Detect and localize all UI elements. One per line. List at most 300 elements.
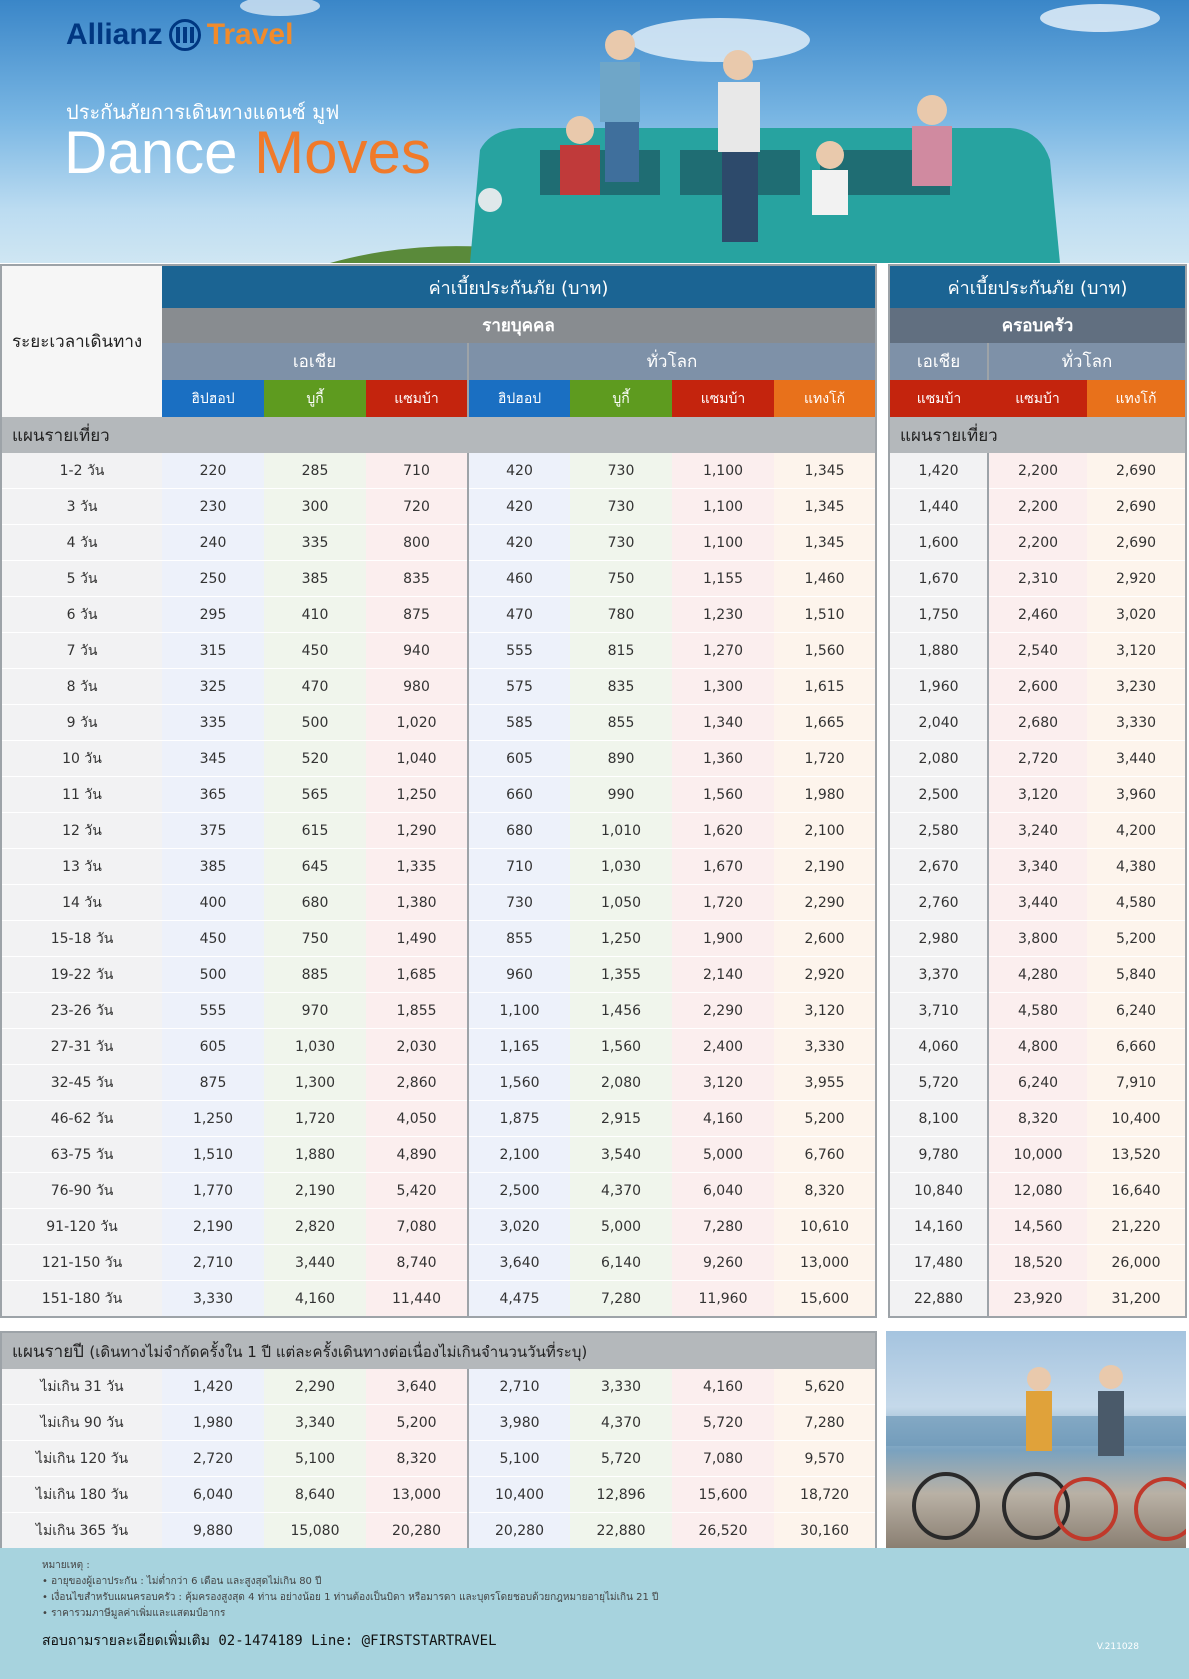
premium-cell: 1,620 <box>672 813 774 849</box>
premium-cell: 1,050 <box>570 885 672 921</box>
premium-cell: 2,140 <box>672 957 774 993</box>
family-premium-cell: 3,330 <box>1087 705 1186 741</box>
premium-cell: 555 <box>468 633 570 669</box>
trip-plan-section: แผนรายเที่ยว <box>1 417 876 453</box>
individual-header: รายบุคคล <box>162 308 876 343</box>
cyclists-photo <box>886 1331 1186 1548</box>
family-premium-cell: 10,840 <box>889 1173 988 1209</box>
family-plan-samba-world: แซมบ้า <box>988 380 1087 417</box>
premium-cell: 750 <box>264 921 366 957</box>
allianz-eagle-icon <box>169 19 201 51</box>
premium-cell: 4,050 <box>366 1101 468 1137</box>
family-premium-cell: 3,440 <box>1087 741 1186 777</box>
premium-cell: 3,120 <box>672 1065 774 1101</box>
family-premium-cell: 7,910 <box>1087 1065 1186 1101</box>
table-row <box>889 741 1186 777</box>
table-row <box>889 1209 1186 1245</box>
premium-cell: 730 <box>570 453 672 489</box>
product-subtitle: ประกันภัยการเดินทางแดนซ์ มูฟ <box>66 100 340 124</box>
family-premium-cell: 2,980 <box>889 921 988 957</box>
premium-cell: 3,955 <box>774 1065 876 1101</box>
period-cell: 6 วัน <box>1 597 162 633</box>
premium-cell: 7,280 <box>570 1281 672 1318</box>
period-cell: 15-18 วัน <box>1 921 162 957</box>
premium-cell: 1,720 <box>672 885 774 921</box>
table-row <box>1 561 876 597</box>
premium-cell: 2,190 <box>264 1173 366 1209</box>
premium-cell: 1,510 <box>774 597 876 633</box>
premium-cell: 2,100 <box>774 813 876 849</box>
premium-cell: 885 <box>264 957 366 993</box>
family-premium-cell: 2,080 <box>889 741 988 777</box>
family-premium-cell: 8,100 <box>889 1101 988 1137</box>
premium-cell: 1,010 <box>570 813 672 849</box>
premium-cell: 605 <box>468 741 570 777</box>
family-region-world: ทั่วโลก <box>988 343 1186 380</box>
premium-cell: 1,360 <box>672 741 774 777</box>
premium-cell: 420 <box>468 489 570 525</box>
family-premium-cell: 14,160 <box>889 1209 988 1245</box>
table-row <box>1 993 876 1029</box>
premium-cell: 20,280 <box>468 1513 570 1550</box>
premium-cell: 855 <box>570 705 672 741</box>
premium-cell: 1,340 <box>672 705 774 741</box>
family-premium-cell: 4,800 <box>988 1029 1087 1065</box>
premium-cell: 12,896 <box>570 1477 672 1513</box>
premium-cell: 2,030 <box>366 1029 468 1065</box>
premium-cell: 730 <box>570 489 672 525</box>
premium-cell: 1,380 <box>366 885 468 921</box>
cyclists-illustration <box>886 1331 1186 1548</box>
premium-cell: 1,880 <box>264 1137 366 1173</box>
premium-cell: 1,165 <box>468 1029 570 1065</box>
period-cell: 8 วัน <box>1 669 162 705</box>
table-row <box>1 777 876 813</box>
note-item: • ราคารวมภาษีมูลค่าเพิ่มและแสตมป์อากร <box>42 1608 226 1619</box>
plan-hiphop-asia: ฮิปฮอป <box>162 380 264 417</box>
premium-cell: 4,370 <box>570 1405 672 1441</box>
table-row <box>1 597 876 633</box>
premium-cell: 1,720 <box>774 741 876 777</box>
premium-cell: 240 <box>162 525 264 561</box>
premium-cell: 1,490 <box>366 921 468 957</box>
version-label: V.211028 <box>1096 1642 1139 1652</box>
premium-cell: 4,475 <box>468 1281 570 1318</box>
premium-cell: 3,020 <box>468 1209 570 1245</box>
table-row <box>1 1441 876 1477</box>
premium-cell: 1,345 <box>774 489 876 525</box>
premium-cell: 375 <box>162 813 264 849</box>
family-premium-cell: 2,200 <box>988 489 1087 525</box>
premium-cell: 2,600 <box>774 921 876 957</box>
premium-cell: 470 <box>468 597 570 633</box>
premium-cell: 1,020 <box>366 705 468 741</box>
premium-cell: 15,600 <box>774 1281 876 1318</box>
period-cell: 1-2 วัน <box>1 453 162 489</box>
plan-boogie-asia: บูกี้ <box>264 380 366 417</box>
period-cell: 3 วัน <box>1 489 162 525</box>
premium-cell: 20,280 <box>366 1513 468 1550</box>
table-row <box>889 1173 1186 1209</box>
premium-cell: 10,400 <box>468 1477 570 1513</box>
family-premium-cell: 3,120 <box>988 777 1087 813</box>
table-row <box>1 705 876 741</box>
family-premium-cell: 2,690 <box>1087 489 1186 525</box>
family-premium-cell: 14,560 <box>988 1209 1087 1245</box>
premium-cell: 875 <box>162 1065 264 1101</box>
premium-cell: 15,600 <box>672 1477 774 1513</box>
table-row <box>1 1477 876 1513</box>
table-row <box>1 741 876 777</box>
premium-cell: 285 <box>264 453 366 489</box>
premium-cell: 5,720 <box>672 1405 774 1441</box>
family-premium-cell: 23,920 <box>988 1281 1087 1318</box>
period-cell: ไม่เกิน 180 วัน <box>1 1477 162 1513</box>
premium-cell: 1,250 <box>366 777 468 813</box>
premium-cell: 1,100 <box>672 453 774 489</box>
premium-cell: 1,980 <box>774 777 876 813</box>
family-region-asia: เอเชีย <box>889 343 988 380</box>
premium-cell: 5,720 <box>570 1441 672 1477</box>
notes-title: หมายเหตุ : <box>42 1560 90 1571</box>
premium-cell: 3,540 <box>570 1137 672 1173</box>
family-premium-cell: 3,120 <box>1087 633 1186 669</box>
family-premium-cell: 2,720 <box>988 741 1087 777</box>
premium-cell: 990 <box>570 777 672 813</box>
family-premium-cell: 4,580 <box>1087 885 1186 921</box>
premium-cell: 5,000 <box>570 1209 672 1245</box>
table-row <box>889 921 1186 957</box>
family-premium-cell: 17,480 <box>889 1245 988 1281</box>
table-row <box>1 1065 876 1101</box>
family-premium-cell: 2,310 <box>988 561 1087 597</box>
premium-cell: 520 <box>264 741 366 777</box>
period-cell: ไม่เกิน 90 วัน <box>1 1405 162 1441</box>
premium-cell: 3,330 <box>570 1369 672 1405</box>
period-cell: 9 วัน <box>1 705 162 741</box>
premium-cell: 2,080 <box>570 1065 672 1101</box>
table-row <box>1 453 876 489</box>
premium-cell: 875 <box>366 597 468 633</box>
premium-cell: 22,880 <box>570 1513 672 1550</box>
family-premium-cell: 1,420 <box>889 453 988 489</box>
premium-cell: 1,270 <box>672 633 774 669</box>
contact-info: สอบถามรายละเอียดเพิ่มเติม 02-1474189 Line: @FIRSTSTARTRAVEL <box>42 1633 497 1649</box>
premium-cell: 450 <box>162 921 264 957</box>
premium-cell: 3,440 <box>264 1245 366 1281</box>
premium-cell: 6,760 <box>774 1137 876 1173</box>
premium-cell: 420 <box>468 525 570 561</box>
table-row <box>889 993 1186 1029</box>
family-premium-cell: 1,440 <box>889 489 988 525</box>
premium-cell: 7,080 <box>672 1441 774 1477</box>
premium-cell: 1,460 <box>774 561 876 597</box>
premium-cell: 7,280 <box>672 1209 774 1245</box>
family-premium-cell: 2,670 <box>889 849 988 885</box>
premium-cell: 7,280 <box>774 1405 876 1441</box>
allianz-travel-logo <box>66 18 293 52</box>
family-premium-cell: 2,690 <box>1087 453 1186 489</box>
premium-cell: 220 <box>162 453 264 489</box>
premium-cell: 11,440 <box>366 1281 468 1318</box>
table-row <box>1 1173 876 1209</box>
premium-cell: 500 <box>162 957 264 993</box>
individual-premium-table <box>0 264 877 1318</box>
premium-cell: 645 <box>264 849 366 885</box>
premium-cell: 2,720 <box>162 1441 264 1477</box>
period-cell: 7 วัน <box>1 633 162 669</box>
premium-cell: 1,615 <box>774 669 876 705</box>
premium-cell: 15,080 <box>264 1513 366 1550</box>
premium-cell: 500 <box>264 705 366 741</box>
premium-cell: 3,120 <box>774 993 876 1029</box>
premium-cell: 1,100 <box>468 993 570 1029</box>
table-row <box>889 669 1186 705</box>
period-cell: 5 วัน <box>1 561 162 597</box>
premium-cell: 1,230 <box>672 597 774 633</box>
premium-cell: 1,900 <box>672 921 774 957</box>
premium-cell: 1,300 <box>672 669 774 705</box>
premium-cell: 250 <box>162 561 264 597</box>
premium-cell: 450 <box>264 633 366 669</box>
premium-cell: 565 <box>264 777 366 813</box>
travel-period-header: ระยะเวลาเดินทาง <box>1 265 162 417</box>
premium-cell: 1,290 <box>366 813 468 849</box>
premium-cell: 1,345 <box>774 453 876 489</box>
premium-cell: 575 <box>468 669 570 705</box>
family-trip-plan-section: แผนรายเที่ยว <box>889 417 1186 453</box>
family-premium-cell: 2,580 <box>889 813 988 849</box>
family-premium-cell: 1,960 <box>889 669 988 705</box>
premium-cell: 940 <box>366 633 468 669</box>
table-row <box>1 921 876 957</box>
family-premium-cell: 9,780 <box>889 1137 988 1173</box>
period-cell: 27-31 วัน <box>1 1029 162 1065</box>
premium-cell: 3,980 <box>468 1405 570 1441</box>
family-premium-cell: 4,580 <box>988 993 1087 1029</box>
premium-cell: 5,100 <box>468 1441 570 1477</box>
family-premium-cell: 13,520 <box>1087 1137 1186 1173</box>
table-row <box>889 885 1186 921</box>
premium-cell: 800 <box>366 525 468 561</box>
period-cell: 10 วัน <box>1 741 162 777</box>
family-premium-cell: 16,640 <box>1087 1173 1186 1209</box>
family-premium-cell: 2,540 <box>988 633 1087 669</box>
premium-cell: 5,420 <box>366 1173 468 1209</box>
premium-cell: 6,040 <box>162 1477 264 1513</box>
premium-cell: 780 <box>570 597 672 633</box>
family-plan-tango-world: แทงโก้ <box>1087 380 1186 417</box>
premium-cell: 4,370 <box>570 1173 672 1209</box>
premium-cell: 1,040 <box>366 741 468 777</box>
annual-plan-title: แผนรายปี <box>12 1341 84 1362</box>
premium-cell: 1,560 <box>570 1029 672 1065</box>
premium-cell: 460 <box>468 561 570 597</box>
family-premium-cell: 1,880 <box>889 633 988 669</box>
premium-cell: 1,720 <box>264 1101 366 1137</box>
premium-cell: 730 <box>468 885 570 921</box>
family-plan-samba-asia: แซมบ้า <box>889 380 988 417</box>
table-row <box>1 525 876 561</box>
table-row <box>889 1029 1186 1065</box>
premium-cell: 8,740 <box>366 1245 468 1281</box>
period-cell: 151-180 วัน <box>1 1281 162 1318</box>
family-premium-cell: 5,840 <box>1087 957 1186 993</box>
premium-cell: 680 <box>264 885 366 921</box>
family-premium-header: ค่าเบี้ยประกันภัย (บาท) <box>889 265 1186 308</box>
period-cell: 11 วัน <box>1 777 162 813</box>
family-premium-cell: 3,240 <box>988 813 1087 849</box>
family-premium-cell: 6,660 <box>1087 1029 1186 1065</box>
premium-cell: 1,030 <box>570 849 672 885</box>
period-cell: 121-150 วัน <box>1 1245 162 1281</box>
footer <box>0 1548 1189 1679</box>
premium-cell: 13,000 <box>366 1477 468 1513</box>
family-premium-cell: 12,080 <box>988 1173 1087 1209</box>
premium-cell: 3,640 <box>366 1369 468 1405</box>
family-premium-cell: 3,230 <box>1087 669 1186 705</box>
premium-cell: 1,855 <box>366 993 468 1029</box>
table-row <box>1 1513 876 1550</box>
premium-cell: 2,290 <box>264 1369 366 1405</box>
family-premium-cell: 4,060 <box>889 1029 988 1065</box>
premium-cell: 410 <box>264 597 366 633</box>
period-cell: 91-120 วัน <box>1 1209 162 1245</box>
premium-cell: 1,665 <box>774 705 876 741</box>
table-row <box>1 813 876 849</box>
premium-cell: 855 <box>468 921 570 957</box>
premium-cell: 1,560 <box>774 633 876 669</box>
premium-cell: 385 <box>162 849 264 885</box>
logo-allianz-text: Allianz <box>66 18 163 51</box>
premium-cell: 2,500 <box>468 1173 570 1209</box>
table-row <box>889 453 1186 489</box>
family-premium-cell: 2,460 <box>988 597 1087 633</box>
premium-cell: 2,710 <box>162 1245 264 1281</box>
family-premium-cell: 1,670 <box>889 561 988 597</box>
premium-cell: 26,520 <box>672 1513 774 1550</box>
note-item: • เงื่อนไขสำหรับแผนครอบครัว : คุ้มครองสูงสุด 4 ท่าน อย่างน้อย 1 ท่านต้องเป็นบิดา หรือมารดา และบุตรโดยชอบด้วยกฎหมายอายุไม่เกิน 21 ปี <box>42 1592 659 1603</box>
premium-cell: 1,030 <box>264 1029 366 1065</box>
family-premium-cell: 21,220 <box>1087 1209 1186 1245</box>
table-row <box>889 777 1186 813</box>
plan-tango-world: แทงโก้ <box>774 380 876 417</box>
premium-cell: 335 <box>264 525 366 561</box>
premium-cell: 6,040 <box>672 1173 774 1209</box>
premium-cell: 5,200 <box>774 1101 876 1137</box>
family-premium-cell: 18,520 <box>988 1245 1087 1281</box>
premium-cell: 2,100 <box>468 1137 570 1173</box>
premium-cell: 365 <box>162 777 264 813</box>
premium-cell: 970 <box>264 993 366 1029</box>
region-asia-header: เอเชีย <box>162 343 468 380</box>
title-dance: Dance <box>64 119 238 186</box>
premium-cell: 5,000 <box>672 1137 774 1173</box>
premium-cell: 1,155 <box>672 561 774 597</box>
family-premium-cell: 2,760 <box>889 885 988 921</box>
family-premium-cell: 22,880 <box>889 1281 988 1318</box>
premium-cell: 9,570 <box>774 1441 876 1477</box>
table-row <box>889 561 1186 597</box>
premium-cell: 470 <box>264 669 366 705</box>
table-row <box>889 1137 1186 1173</box>
period-cell: 14 วัน <box>1 885 162 921</box>
premium-cell: 1,100 <box>672 489 774 525</box>
premium-cell: 2,290 <box>774 885 876 921</box>
family-premium-cell: 1,750 <box>889 597 988 633</box>
family-header: ครอบครัว <box>889 308 1186 343</box>
premium-cell: 4,890 <box>366 1137 468 1173</box>
premium-cell: 750 <box>570 561 672 597</box>
premium-cell: 1,670 <box>672 849 774 885</box>
period-cell: 76-90 วัน <box>1 1173 162 1209</box>
family-premium-cell: 3,440 <box>988 885 1087 921</box>
family-premium-cell: 6,240 <box>1087 993 1186 1029</box>
family-premium-cell: 2,200 <box>988 525 1087 561</box>
family-premium-cell: 1,600 <box>889 525 988 561</box>
annual-premium-table <box>0 1331 877 1550</box>
table-row <box>889 1065 1186 1101</box>
premium-cell: 230 <box>162 489 264 525</box>
table-row <box>1 1369 876 1405</box>
premium-cell: 2,860 <box>366 1065 468 1101</box>
family-premium-cell: 5,200 <box>1087 921 1186 957</box>
premium-cell: 2,190 <box>162 1209 264 1245</box>
premium-cell: 1,250 <box>162 1101 264 1137</box>
title-moves: Moves <box>254 119 431 186</box>
table-row <box>1 669 876 705</box>
premium-cell: 815 <box>570 633 672 669</box>
premium-cell: 325 <box>162 669 264 705</box>
period-cell: ไม่เกิน 365 วัน <box>1 1513 162 1550</box>
premium-cell: 1,510 <box>162 1137 264 1173</box>
note-item: • อายุของผู้เอาประกัน : ไม่ต่ำกว่า 6 เดือน และสูงสุดไม่เกิน 80 ปี <box>42 1576 322 1587</box>
premium-cell: 4,160 <box>672 1101 774 1137</box>
period-cell: 19-22 วัน <box>1 957 162 993</box>
premium-cell: 5,620 <box>774 1369 876 1405</box>
family-premium-cell: 2,680 <box>988 705 1087 741</box>
family-premium-cell: 3,370 <box>889 957 988 993</box>
table-row <box>889 525 1186 561</box>
premium-cell: 1,345 <box>774 525 876 561</box>
premium-cell: 1,456 <box>570 993 672 1029</box>
premium-cell: 555 <box>162 993 264 1029</box>
premium-cell: 2,190 <box>774 849 876 885</box>
family-premium-cell: 2,200 <box>988 453 1087 489</box>
period-cell: 13 วัน <box>1 849 162 885</box>
table-row <box>1 1245 876 1281</box>
family-premium-cell: 3,340 <box>988 849 1087 885</box>
premium-cell: 2,400 <box>672 1029 774 1065</box>
premium-cell: 10,610 <box>774 1209 876 1245</box>
table-row <box>1 633 876 669</box>
premium-cell: 4,160 <box>264 1281 366 1318</box>
premium-cell: 835 <box>570 669 672 705</box>
premium-cell: 680 <box>468 813 570 849</box>
premium-cell: 420 <box>468 453 570 489</box>
premium-cell: 730 <box>570 525 672 561</box>
table-row <box>889 813 1186 849</box>
premium-cell: 3,330 <box>774 1029 876 1065</box>
notes <box>42 1558 658 1622</box>
premium-cell: 980 <box>366 669 468 705</box>
premium-cell: 605 <box>162 1029 264 1065</box>
table-row <box>1 957 876 993</box>
premium-cell: 1,335 <box>366 849 468 885</box>
premium-cell: 8,320 <box>774 1173 876 1209</box>
region-world-header: ทั่วโลก <box>468 343 876 380</box>
premium-cell: 660 <box>468 777 570 813</box>
